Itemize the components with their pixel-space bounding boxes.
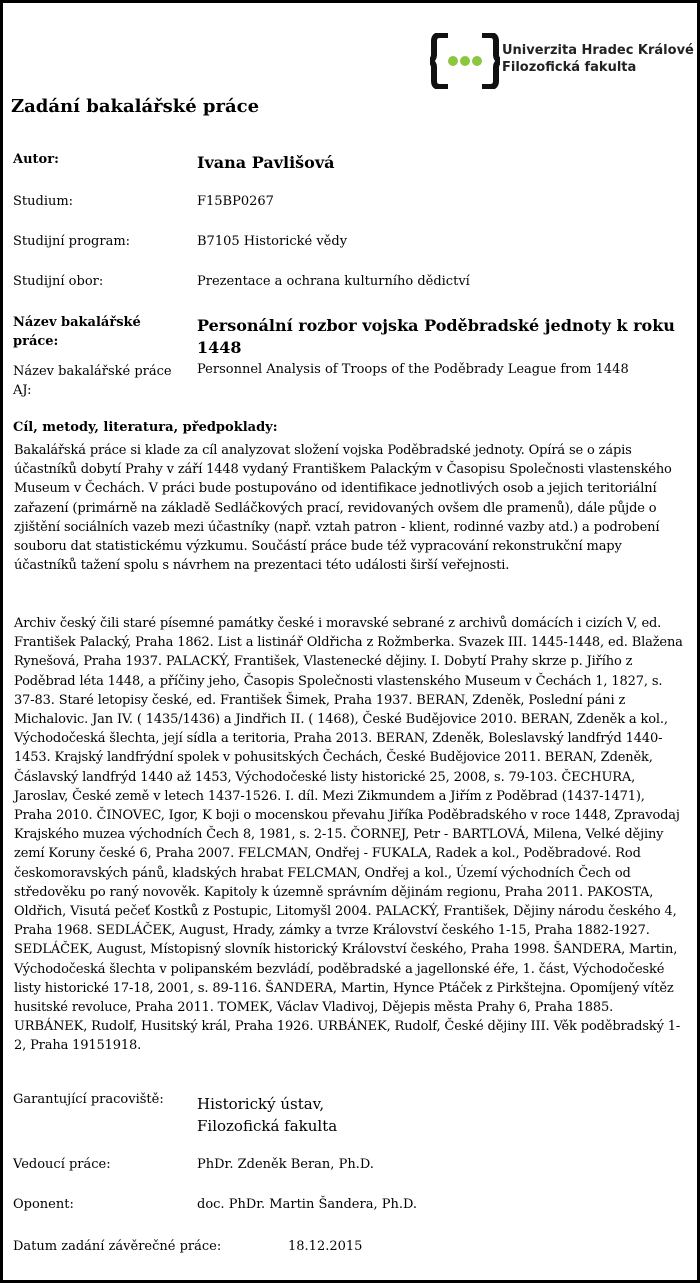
opponent-value: doc. PhDr. Martin Šandera, Ph.D. [197, 1197, 418, 1212]
supervisor-value: PhDr. Zdeněk Beran, Ph.D. [197, 1157, 374, 1172]
page-title: Zadání bakalářské práce [11, 96, 260, 117]
study-value: F15BP0267 [197, 194, 274, 209]
supervisor-label: Vedoucí práce: [13, 1157, 111, 1172]
program-value: B7105 Historické vědy [197, 234, 348, 249]
thesis-title-value: Personální rozbor vojska Poděbradské jednoty k roku 1448 [197, 316, 675, 357]
thesis-title-en-label: Název bakalářské práce AJ: [13, 364, 172, 398]
workplace-line1: Historický ústav, [197, 1095, 325, 1113]
university-name [502, 42, 694, 76]
program-label: Studijní program: [13, 234, 131, 249]
date-label: Datum zadání závěrečné práce: [13, 1239, 222, 1254]
workplace-value [197, 1093, 337, 1137]
workplace-line2: Filozofická fakulta [197, 1117, 338, 1135]
university-name-line1: Univerzita Hradec Králové [502, 43, 694, 58]
author-value: Ivana Pavlišová [197, 153, 335, 172]
date-value: 18.12.2015 [288, 1239, 363, 1254]
goals-heading: Cíl, metody, literatura, předpoklady: [13, 420, 278, 435]
university-logo-icon [430, 33, 500, 89]
field-label: Studijní obor: [13, 274, 104, 289]
goals-paragraph: Bakalářská práce si klade za cíl analyzovat složení vojska Poděbradské jednoty. Opírá se o zápis účastníků dobytí Prahy v září 1448 vydaný Františkem Palackým v Časopisu Společnosti vlastenského Museum v Čechách. V práci bude postupováno od identifikace jednotlivých osob a jejich teritoriální zařazení (primárně na základě Sedláčkových prací, revidovaných ovšem dle pramenů), dále půjde o zjištění sociálních vazeb mezi účastníky (např. vztah patron - klient, rodinné vazby atd.) a podrobení souboru dat statistickému výzkumu. Součástí práce bude též vypracování rekonstrukční mapy účastníků tažení spolu s návrhem na prezentaci této události širší veřejnosti. [14, 443, 672, 574]
thesis-title-label: Název bakalářské práce: [13, 315, 141, 349]
field-value: Prezentace a ochrana kulturního dědictví [197, 274, 470, 289]
author-label: Autor: [13, 152, 59, 167]
faculty-name-line2: Filozofická fakulta [502, 60, 637, 75]
university-logo [430, 33, 694, 91]
workplace-label: Garantující pracoviště: [13, 1092, 164, 1107]
literature-paragraph: Archiv český čili staré písemné památky české i moravské sebrané z archivů domácích i cizích V, ed. František Palacký, Praha 1862. List a listinář Oldřicha z Rožmberka. Svazek III. 1445-1448, ed. Blažena Rynešová, Praha 1937. PALACKÝ, František, Vlastenecké dějiny. I. Dobytí Prahy skrze p. Jiřího z Poděbrad léta 1448, a příčiny jeho, Časopis Společnosti vlastenského Museum v Čechách 1, 1827, s. 37-83. Staré letopisy české, ed. František Šimek, Praha 1937. BERAN, Zdeněk, Poslední páni z Michalovic. Jan IV. ( 1435/1436) a Jindřich II. ( 1468), České Budějovice 2010. BERAN, Zdeněk a kol., Východočeská šlechta, její sídla a teritoria, Praha 2013. BERAN, Zdeněk, Boleslavský landfrýd 1440-1453. Krajský landfrýdní spolek v pohusitských Čechách, České Budějovice 2011. BERAN, Zdeněk, Čáslavský landfrýd 1440 až 1453, Východočeské listy historické 25, 2008, s. 79-103. ČECHURA, Jaroslav, České země v letech 1437-1526. I. díl. Mezi Zikmundem a Jiřím z Poděbrad (1437-1471), Praha 2010. ČINOVEC, Igor, K boji o mocenskou převahu Jiříka Poděbradského v roce 1448, Zpravodaj Krajského muzea východních Čech 8, 1981, s. 2-15. ČORNEJ, Petr - BARTLOVÁ, Milena, Velké dějiny zemí Koruny české 6, Praha 2007. FELCMAN, Ondřej - FUKALA, Radek a kol., Poděbradové. Rod českomoravských pánů, kladských hrabat FELCMAN, Ondřej a kol., Území východních Čech od středověku po raný novověk. Kapitoly k územně správním dějinám regionu, Praha 2011. PAKOSTA, Oldřich, Visutá pečeť Kostků z Postupic, Litomyšl 2004. PALACKÝ, František, Dějiny národu českého 4, Praha 1968. SEDLÁČEK, August, Hrady, zámky a tvrze Království českého 1-15, Praha 1882-1927. SEDLÁČEK, August, Místopisný slovník historický Království českého, Praha 1998. ŠANDERA, Martin, Východočeská šlechta v polipanském bezvládí, poděbradské a jagellonské éře, 1. část, Východočeské listy historické 17-18, 2001, s. 89-116. ŠANDERA, Martin, Hynce Ptáček z Pirkštejna. Opomíjený vítěz husitské revoluce, Praha 2011. TOMEK, Václav Vladivoj, Dějepis města Prahy 6, Praha 1885. URBÁNEK, Rudolf, Husitský král, Praha 1926. URBÁNEK, Rudolf, České dějiny III. Věk poděbradský 1-2, Praha 19151918. [14, 616, 683, 1054]
thesis-title-en-value: Personnel Analysis of Troops of the Poděbrady League from 1448 [197, 362, 629, 377]
opponent-label: Oponent: [13, 1197, 74, 1212]
study-label: Studium: [13, 194, 74, 209]
